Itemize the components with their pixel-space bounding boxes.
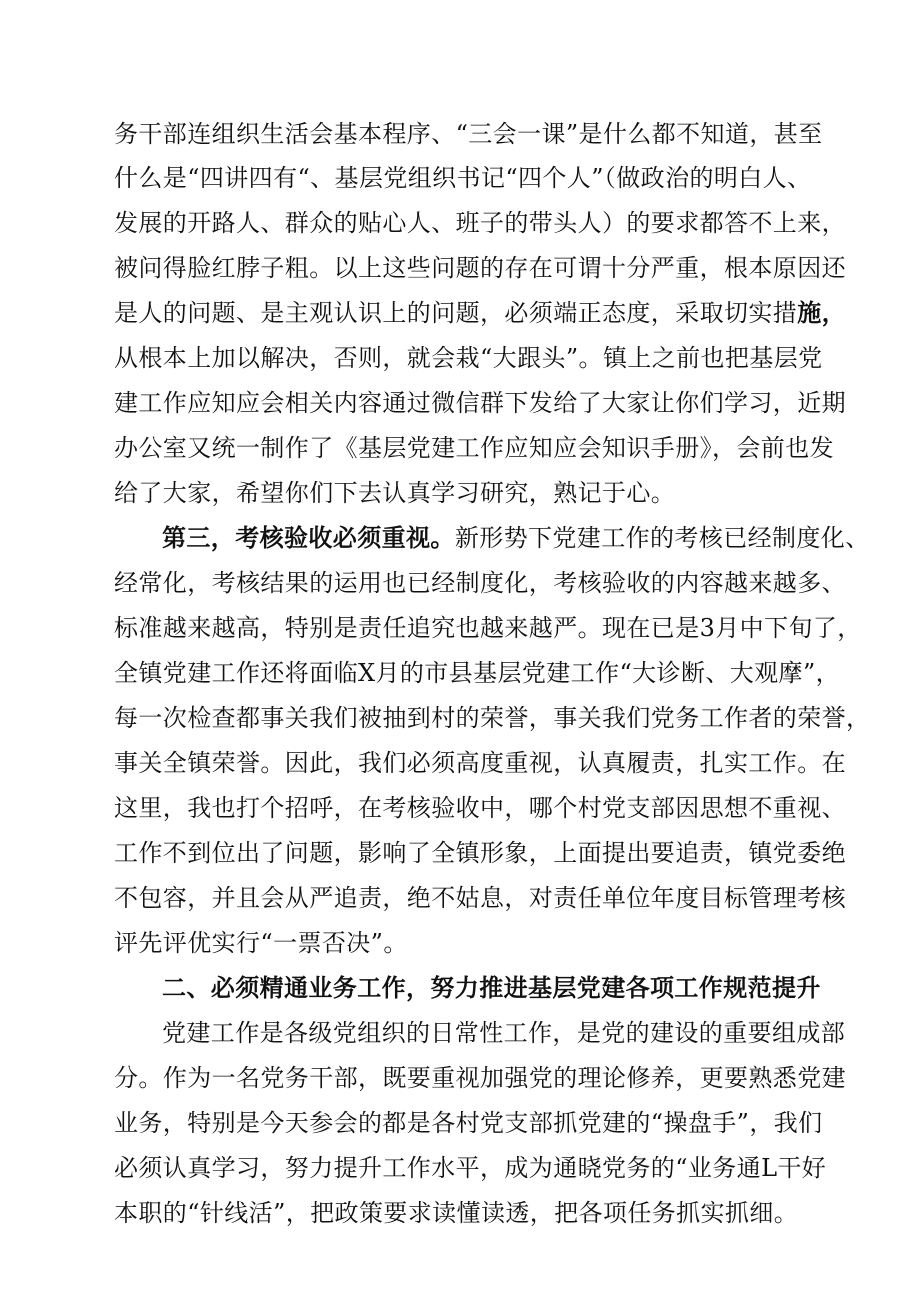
body-text-line: 标准越来越高，特别是责任追究也越来越严。现在已是3月中下旬了，	[114, 614, 862, 642]
body-text-segment: 新形势下党建工作的考核已经制度化、	[454, 524, 870, 552]
body-text-line: 业务，特别是今天参会的都是各村党支部抓党建的“操盘手”，我们	[114, 1109, 823, 1137]
body-text-line: 本职的“针线活”，把政策要求读懂读透，把各项任务抓实抓细。	[114, 1199, 799, 1227]
body-text-line: 发展的开路人、群众的贴心人、班子的带头人）的要求都答不上来，	[114, 209, 846, 237]
body-text-line: 什么是“四讲四有“、基层党组织书记“四个人”（做政治的明白人、	[114, 164, 812, 192]
bold-text-segment: 施，	[797, 298, 847, 327]
body-text-line: 被问得脸红脖子粗。以上这些问题的存在可谓十分严重，根本原因还	[114, 254, 846, 282]
body-text-line: 给了大家，希望你们下去认真学习研究，熟记于心。	[114, 479, 676, 507]
body-text-line: 务干部连组织生活会基本程序、“三会一课”是什么都不知道，甚至	[114, 120, 823, 148]
body-text-line: 经常化，考核结果的运用也已经制度化，考核验收的内容越来越多、	[114, 569, 846, 597]
section-heading: 二、必须精通业务工作，努力推进基层党建各项工作规范提升	[162, 973, 821, 1002]
paragraph-line: 党建工作是各级党组织的日常性工作，是党的建设的重要组成部	[162, 1019, 846, 1047]
body-text-line	[114, 293, 846, 333]
body-text-line: 建工作应知应会相关内容通过微信群下发给了大家让你们学习，近期	[114, 389, 846, 417]
body-text-line: 每一次检查都事关我们被抽到村的荣誉，事关我们党务工作者的荣誉，	[114, 704, 871, 732]
paragraph-line	[162, 518, 870, 558]
body-text-segment: 是人的问题、是主观认识上的问题，必须端正态度，采取切实措	[114, 299, 798, 327]
body-text-line: 评先评优实行“一票否决”。	[114, 929, 408, 957]
body-text-line: 分。作为一名党务干部，既要重视加强党的理论修养，更要熟悉党建	[114, 1064, 846, 1092]
body-text-line: 必须认真学习，努力提升工作水平，成为通晓党务的“业务通L干好	[114, 1154, 827, 1182]
body-text-line: 从根本上加以解决，否则，就会栽“大跟头”。镇上之前也把基层党	[114, 344, 823, 372]
body-text-line: 事关全镇荣誉。因此，我们必须高度重视，认真履责，扎实工作。在	[114, 749, 846, 777]
section-lead-heading: 第三，考核验收必须重视。	[162, 523, 455, 552]
body-text-line: 不包容，并且会从严追责，绝不姑息，对责任单位年度目标管理考核	[114, 884, 846, 912]
body-text-line: 这里，我也打个招呼，在考核验收中，哪个村党支部因思想不重视、	[114, 794, 846, 822]
body-text-line: 全镇党建工作还将面临X月的市县基层党建工作“大诊断、大观摩”，	[114, 659, 841, 687]
body-text-line: 工作不到位出了问题，影响了全镇形象，上面提出要追责，镇党委绝	[114, 839, 846, 867]
body-text-line: 办公室又统一制作了《基层党建工作应知应会知识手册》，会前也发	[114, 434, 834, 462]
